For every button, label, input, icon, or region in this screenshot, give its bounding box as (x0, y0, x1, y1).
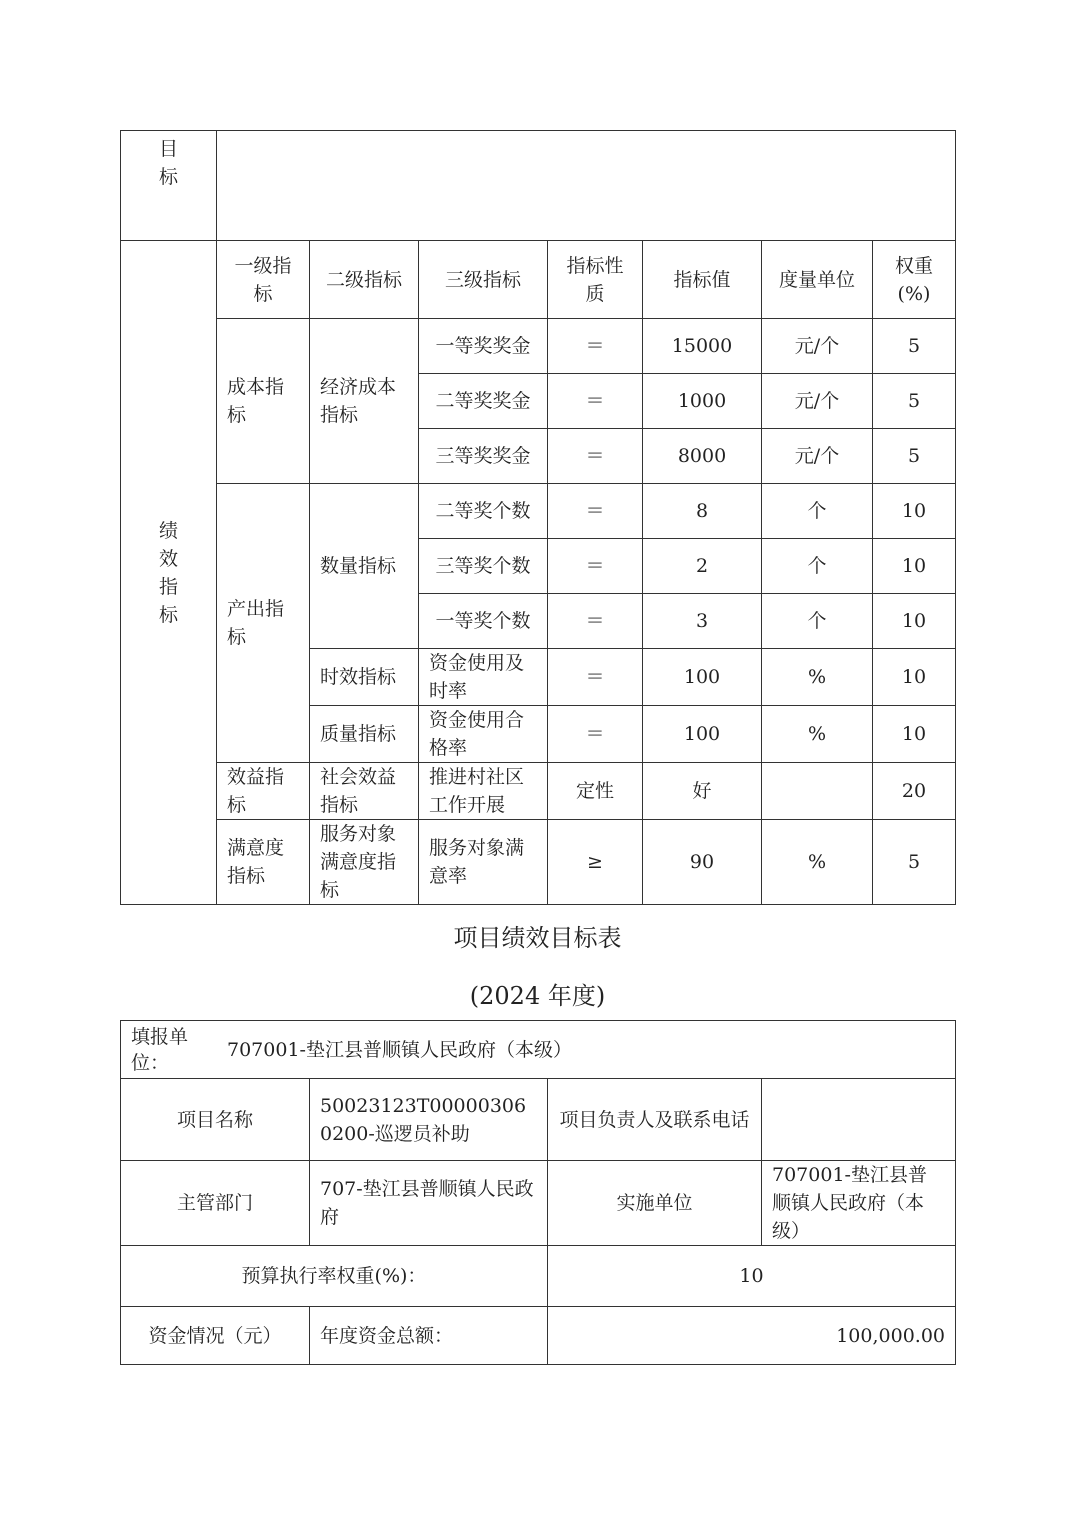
row-unit (762, 763, 873, 820)
perf-indicator-label: 绩 效 指 标 (121, 241, 217, 905)
row-value: 100 (643, 706, 762, 763)
group-quantity: 数量指标 (310, 484, 419, 649)
row-unit: 元/个 (762, 429, 873, 484)
row-value: 1000 (643, 374, 762, 429)
row-value: 15000 (643, 319, 762, 374)
goal-label: 目 标 (121, 131, 217, 241)
row-l3: 资金使用及时率 (419, 649, 548, 706)
group-output: 产出指标 (217, 484, 310, 763)
owner-value (762, 1079, 956, 1161)
row-value: 2 (643, 539, 762, 594)
header-value: 指标值 (643, 241, 762, 319)
row-nature: ≥ (548, 820, 643, 905)
group-timeliness: 时效指标 (310, 649, 419, 706)
project-name-label: 项目名称 (121, 1079, 310, 1161)
impl-value: 707001-垫江县普顺镇人民政府（本级） (762, 1161, 956, 1246)
row-weight: 10 (873, 649, 956, 706)
header-level2: 二级指标 (310, 241, 419, 319)
row-weight: 10 (873, 594, 956, 649)
fund-label: 资金情况（元） (121, 1307, 310, 1365)
unit-label: 填报单位： (131, 1025, 189, 1074)
group-social: 社会效益指标 (310, 763, 419, 820)
row-l3: 一等奖个数 (419, 594, 548, 649)
performance-indicator-table (120, 130, 956, 905)
row-unit: 元/个 (762, 374, 873, 429)
row-l3: 二等奖个数 (419, 484, 548, 539)
group-econ-cost: 经济成本指标 (310, 319, 419, 484)
dept-label: 主管部门 (121, 1161, 310, 1246)
row-weight: 10 (873, 706, 956, 763)
row-weight: 20 (873, 763, 956, 820)
header-unit: 度量单位 (762, 241, 873, 319)
group-benefit: 效益指标 (217, 763, 310, 820)
row-l3: 二等奖奖金 (419, 374, 548, 429)
budget-rate-label: 预算执行率权重(%)： (121, 1246, 548, 1307)
row-nature: ＝ (548, 539, 643, 594)
row-nature: ＝ (548, 319, 643, 374)
row-nature: ＝ (548, 706, 643, 763)
goal-content (217, 131, 956, 241)
form-title: 项目绩效目标表 (453, 924, 622, 952)
unit-value: 707001-垫江县普顺镇人民政府（本级） (227, 1038, 572, 1061)
row-unit: 个 (762, 539, 873, 594)
group-quality: 质量指标 (310, 706, 419, 763)
row-value: 8000 (643, 429, 762, 484)
row-unit: % (762, 706, 873, 763)
row-nature: ＝ (548, 484, 643, 539)
row-unit: 个 (762, 484, 873, 539)
impl-label: 实施单位 (548, 1161, 762, 1246)
row-weight: 10 (873, 484, 956, 539)
header-weight: 权重(%) (873, 241, 956, 319)
row-unit: % (762, 649, 873, 706)
row-nature: ＝ (548, 649, 643, 706)
row-value: 8 (643, 484, 762, 539)
row-l3: 服务对象满意率 (419, 820, 548, 905)
row-nature: 定性 (548, 763, 643, 820)
form-year: (2024 年度) (469, 982, 606, 1010)
row-value: 100 (643, 649, 762, 706)
row-nature: ＝ (548, 429, 643, 484)
row-l3: 三等奖个数 (419, 539, 548, 594)
row-l3: 一等奖奖金 (419, 319, 548, 374)
budget-rate-value: 10 (548, 1246, 956, 1307)
row-unit: 元/个 (762, 319, 873, 374)
row-l3: 资金使用合格率 (419, 706, 548, 763)
row-l3: 三等奖奖金 (419, 429, 548, 484)
row-value: 90 (643, 820, 762, 905)
group-service-sat: 服务对象满意度指标 (310, 820, 419, 905)
row-weight: 5 (873, 820, 956, 905)
group-cost: 成本指标 (217, 319, 310, 484)
header-level3: 三级指标 (419, 241, 548, 319)
row-unit: % (762, 820, 873, 905)
owner-label: 项目负责人及联系电话 (548, 1079, 762, 1161)
group-satisfaction: 满意度指标 (217, 820, 310, 905)
row-value: 3 (643, 594, 762, 649)
row-l3: 推进村社区工作开展 (419, 763, 548, 820)
header-nature: 指标性质 (548, 241, 643, 319)
header-level1: 一级指标 (217, 241, 310, 319)
project-name-value: 50023123T000003060200-巡逻员补助 (310, 1079, 548, 1161)
annual-label: 年度资金总额： (310, 1307, 548, 1365)
unit-row (121, 1021, 956, 1079)
row-value: 好 (643, 763, 762, 820)
row-unit: 个 (762, 594, 873, 649)
row-weight: 5 (873, 319, 956, 374)
row-nature: ＝ (548, 374, 643, 429)
project-info-table (120, 1020, 956, 1365)
row-nature: ＝ (548, 594, 643, 649)
annual-value: 100,000.00 (548, 1307, 956, 1365)
dept-value: 707-垫江县普顺镇人民政府 (310, 1161, 548, 1246)
row-weight: 5 (873, 429, 956, 484)
row-weight: 10 (873, 539, 956, 594)
row-weight: 5 (873, 374, 956, 429)
